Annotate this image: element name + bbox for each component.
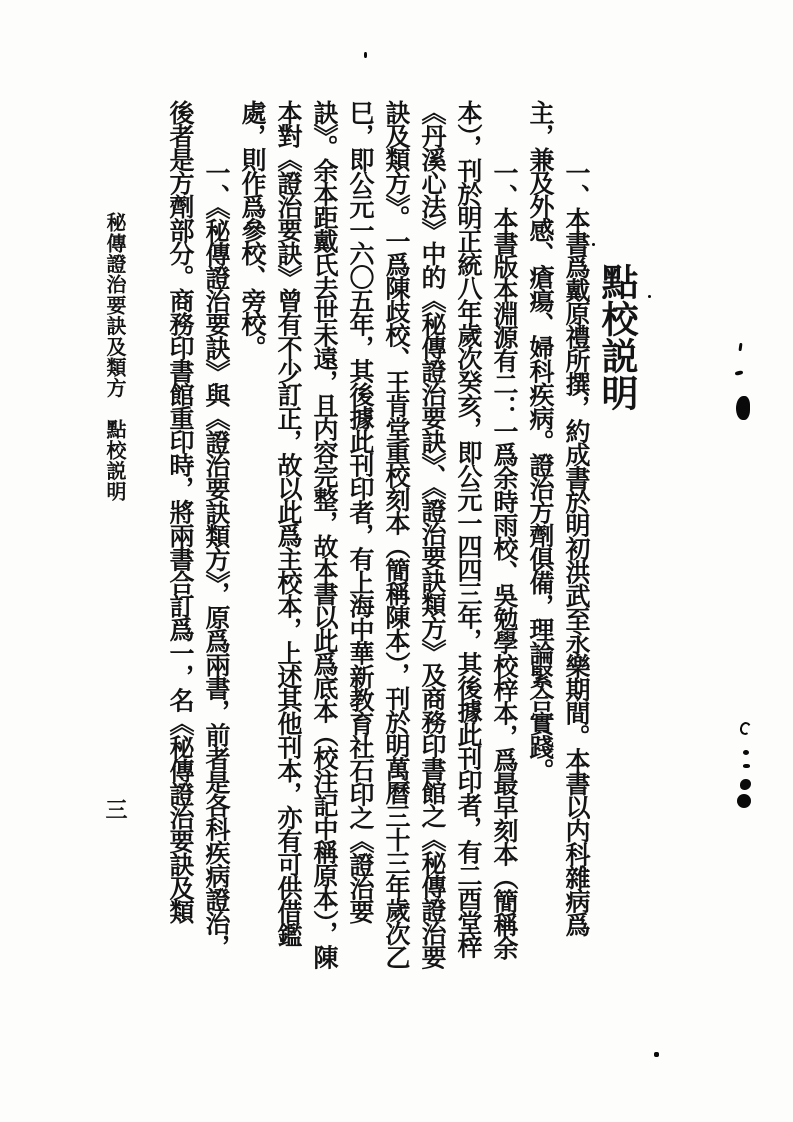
paragraph-item-2: 一、本書版本淵源有二：一爲余時雨校、吳勉學校梓本，爲最早刻本（簡稱余本），刊於明正統八年歲次癸亥，即公元一四四三年，其後據此刊印者，有二酉堂梓《丹溪心法》中的《秘傳證治要訣》、《證治要訣類方》及商務印書館之《秘傳證治要訣及類方》。一爲陳歧校、王肯堂重校刻本（簡稱陳本），刊於明萬曆三十三年歲次乙巳，即公元一六〇五年，其後據此刊印者，有上海中華新教育社石印之《證治要訣》。余本距戴氏去世未遠，且内容完整，故本書以此爲底本（校注記中稱原本），陳本對《證治要訣》曾有不少訂正，故以此爲主校本，上述其他刊本，亦有可供借鑑處，則作爲參校、旁校。 bbox=[238, 100, 517, 968]
page-number: 三 bbox=[103, 798, 128, 820]
paragraph-item-3: 一、《秘傳證治要訣》與《證治要訣類方》，原爲兩書，前者是各科疾病證治，後者是方劑部分。商務印書館重印時，將兩書合訂爲一，名《秘傳證治要訣及類 bbox=[166, 100, 229, 958]
page-title: 點校説明 bbox=[595, 263, 636, 411]
ink-blot bbox=[740, 779, 751, 790]
ink-blot bbox=[736, 396, 750, 420]
ink-mark bbox=[743, 764, 750, 768]
ink-mark bbox=[735, 370, 744, 376]
ink-mark bbox=[743, 750, 749, 755]
ink-blot bbox=[737, 794, 751, 808]
ink-speck bbox=[648, 295, 651, 298]
paragraph-item-1: 一、本書爲戴原禮所撰，約成書於明初洪武至永樂期間。本書以内科雜病爲主，兼及外感、瘡瘍、婦科疾病。證治方劑俱備，理論緊合實踐。 bbox=[526, 100, 589, 936]
main-text-block bbox=[161, 100, 655, 972]
ink-mark bbox=[739, 721, 753, 736]
ink-speck bbox=[654, 1052, 659, 1057]
ink-speck bbox=[364, 52, 367, 58]
running-title: 秘傳證治要訣及類方 點校説明 bbox=[103, 212, 125, 502]
ink-mark bbox=[738, 343, 742, 351]
ink-speck bbox=[592, 243, 595, 246]
